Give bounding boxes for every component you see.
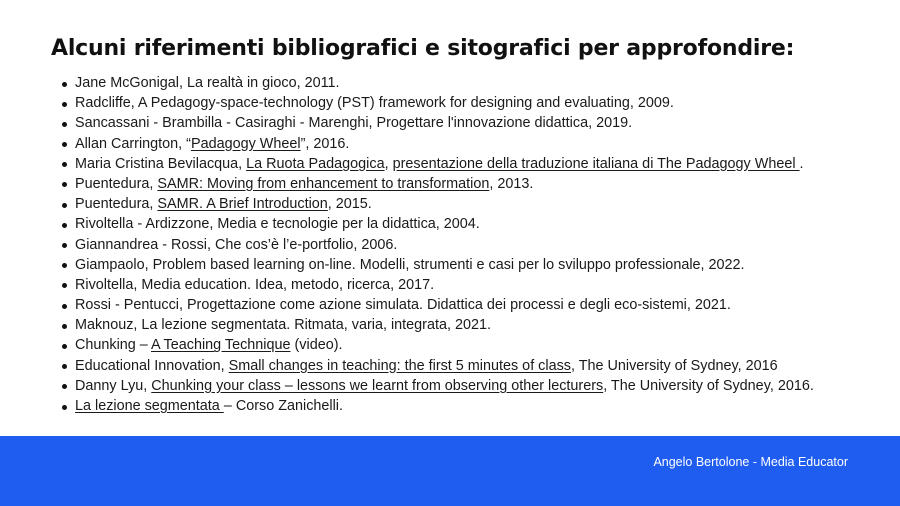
footer-band <box>0 436 900 506</box>
reference-link[interactable]: A Teaching Technique <box>151 337 291 354</box>
reference-item <box>75 93 814 113</box>
reference-text: , 2015. <box>327 196 372 213</box>
reference-item <box>75 73 814 93</box>
reference-link[interactable]: presentazione della traduzione italiana di The Padagogy Wheel <box>392 155 800 172</box>
reference-link[interactable]: La lezione segmentata <box>75 398 224 414</box>
reference-item <box>75 235 814 255</box>
reference-text: Educational Innovation, <box>75 357 229 374</box>
reference-text: , 2013. <box>489 175 534 192</box>
reference-text: Giampaolo, Problem based learning on-line. Modelli, strumenti e casi per lo sviluppo professionale, 2022. <box>75 256 745 273</box>
reference-text: Rossi - Pentucci, Progettazione come azione simulata. Didattica dei processi e degli eco-sistemi, 2021. <box>75 297 731 314</box>
reference-text: Maria Cristina Bevilacqua, <box>75 155 247 172</box>
reference-text: Sancassani - Brambilla - Casiraghi - Marenghi, Progettare l'innovazione didattica, 2019. <box>75 115 633 132</box>
reference-text: Allan Carrington, “ <box>75 135 191 152</box>
reference-link[interactable]: Small changes in teaching: the first 5 minutes of class <box>228 357 571 374</box>
reference-item <box>75 396 814 416</box>
reference-text: Chunking – <box>75 337 152 354</box>
reference-item <box>75 134 814 154</box>
reference-item <box>75 315 814 335</box>
reference-item <box>75 295 814 315</box>
reference-link[interactable]: La Ruota Padagogica <box>246 155 385 172</box>
reference-link[interactable]: Padagogy Wheel <box>190 135 301 152</box>
reference-text: ”, 2016. <box>300 135 350 152</box>
reference-text: Giannandrea - Rossi, Che cos’è l’e-portfolio, 2006. <box>75 236 398 253</box>
reference-text: (video). <box>290 337 343 354</box>
reference-item <box>75 194 814 214</box>
reference-text: Puentedura, <box>75 196 158 213</box>
reference-text: Puentedura, <box>75 175 158 192</box>
reference-item <box>75 174 814 194</box>
reference-text: . <box>799 155 804 172</box>
reference-text: Rivoltella - Ardizzone, Media e tecnologie per la didattica, 2004. <box>75 216 480 233</box>
reference-text: Radcliffe, A Pedagogy-space-technology (PST) framework for designing and evaluating, 2009. <box>75 95 674 112</box>
reference-item <box>75 214 814 234</box>
reference-item <box>75 113 814 133</box>
reference-item <box>75 376 814 396</box>
reference-text: , <box>384 155 393 172</box>
reference-link[interactable]: SAMR: Moving from enhancement to transformation <box>157 175 490 192</box>
reference-item <box>75 275 814 295</box>
footer-author-text: Angelo Bertolone - Media Educator <box>653 455 848 469</box>
reference-link[interactable]: SAMR. A Brief Introduction <box>157 196 328 213</box>
reference-text: , The University of Sydney, 2016. <box>603 377 814 394</box>
reference-item <box>75 356 814 376</box>
reference-item <box>75 154 814 174</box>
reference-text: Danny Lyu, <box>75 377 152 394</box>
reference-link[interactable]: Chunking your class – lessons we learnt from observing other lecturers <box>151 377 604 394</box>
reference-text: Maknouz, La lezione segmentata. Ritmata, varia, integrata, 2021. <box>75 317 491 334</box>
reference-list <box>75 73 814 416</box>
reference-text: Rivoltella, Media education. Idea, metodo, ricerca, 2017. <box>75 276 435 293</box>
reference-text: , The University of Sydney, 2016 <box>570 357 778 374</box>
reference-item <box>75 255 814 275</box>
reference-text: Jane McGonigal, La realtà in gioco, 2011. <box>75 75 340 91</box>
reference-item <box>75 335 814 355</box>
slide-title: Alcuni riferimenti bibliografici e sitografici per approfondire: <box>51 36 795 61</box>
reference-text: – Corso Zanichelli. <box>223 398 343 414</box>
